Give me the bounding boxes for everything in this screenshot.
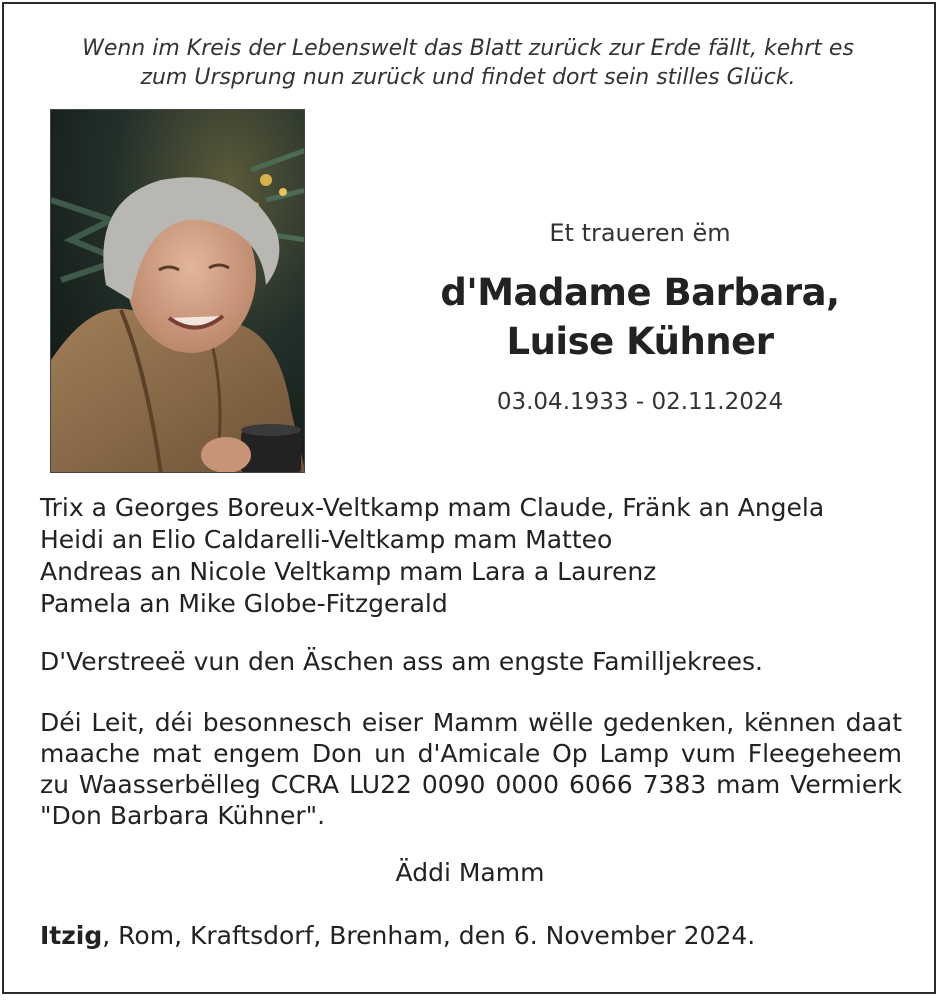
mourning-intro: Et traueren ëm: [549, 219, 731, 247]
farewell-line: Äddi Mamm: [395, 858, 545, 887]
deceased-name: [380, 268, 900, 366]
place-and-date: [40, 921, 755, 950]
family-list: [40, 492, 920, 620]
family-line: Andreas an Nicole Veltkamp mam Lara a Laurenz: [40, 557, 657, 586]
name-line-1: d'Madame Barbara,: [440, 271, 840, 314]
ashes-notice: D'Verstreeë vun den Äschen ass am engste Familljekrees.: [40, 647, 763, 676]
motto-line-1: Wenn im Kreis der Lebenswelt das Blatt zurück zur Erde fällt, kehrt es: [82, 36, 854, 61]
family-line: Heidi an Elio Caldarelli-Veltkamp mam Matteo: [40, 525, 613, 554]
motto-verse: [20, 34, 916, 92]
motto-line-2: zum Ursprung nun zurück und findet dort sein stilles Glück.: [140, 65, 796, 90]
life-dates: 03.04.1933 - 02.11.2024: [496, 389, 784, 415]
place-bold: Itzig: [40, 921, 103, 950]
name-line-2: Luise Kühner: [506, 320, 774, 363]
donation-notice: Déi Leit, déi besonnesch eiser Mamm wëlle gedenken, kënnen daat maache mat engem Don un d'Amicale Op Lamp vum Fleegeheem zu Waasserbëlleg CCRA LU22 0090 0000 6066 7383 mam Vermierk "Don Barbara Kühner".: [40, 708, 902, 830]
portrait-photo: [50, 109, 305, 473]
place-rest: , Rom, Kraftsdorf, Brenham, den 6. November 2024.: [102, 921, 756, 950]
portrait-illustration: [51, 110, 305, 473]
family-line: Pamela an Mike Globe-Fitzgerald: [40, 589, 448, 618]
family-line: Trix a Georges Boreux-Veltkamp mam Claude, Fränk an Angela: [40, 493, 825, 522]
